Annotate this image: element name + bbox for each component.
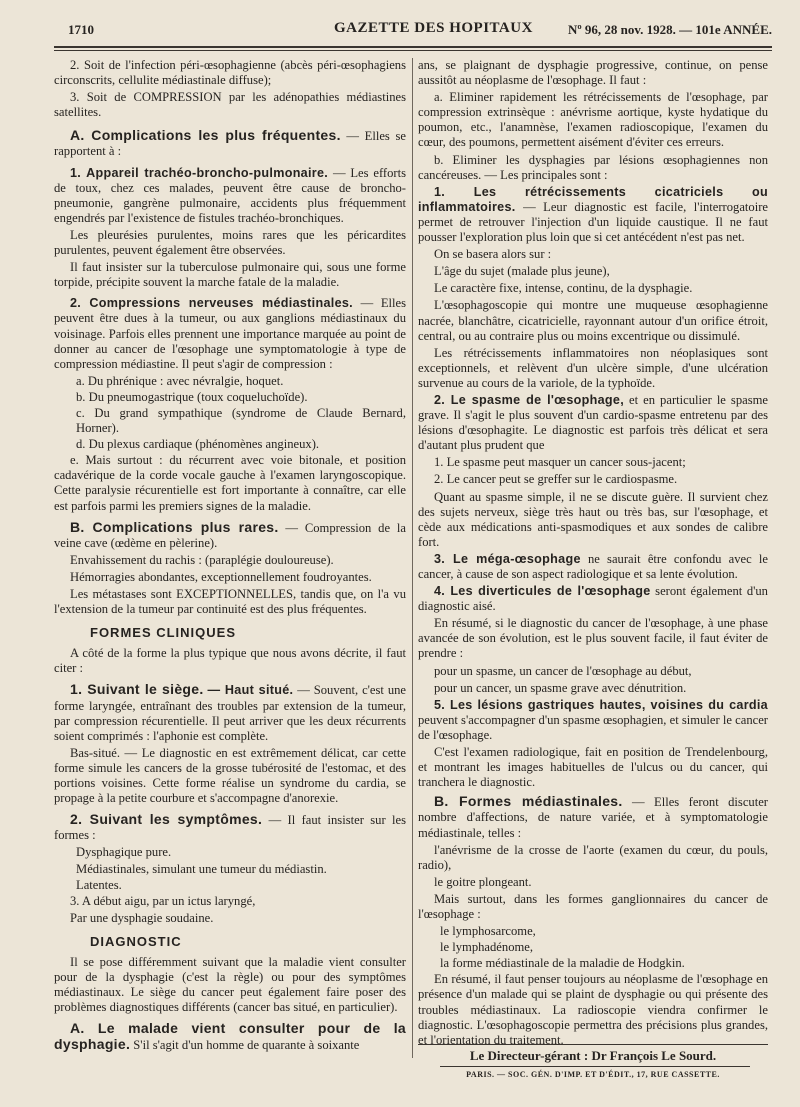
item-text: et en particulier le spasme grave. Il s'agit le plus souvent d'un cardio-spasme entretenu par des lésions d'œsophagite. Le diagnostic est parfois très délicat et sera d'autant plus prudent que [418,392,768,453]
paragraph: Mais surtout, dans les formes ganglionnaires du cancer de l'œsophage : [418,891,768,921]
item [418,185,768,245]
paragraph: Quant au spasme simple, il ne se discute guère. Il survient chez des sujets nerveux, siège très haut ou très bas, sur l'œsophage, et cède aux médications anti-spasmodiques et aux sondes de calibre fort. [418,489,768,549]
item-title: 5. Les lésions gastriques hautes, voisines du cardia [434,697,768,712]
item-title: 1. Suivant le siège. [70,681,204,698]
item-1 [54,166,406,226]
journal-title: GAZETTE DES HOPITAUX [334,20,533,36]
section-text: S'il s'agit d'un homme de quarante à soixante [133,1038,360,1053]
list-item: Latentes. [76,877,122,892]
item-title: 4. Les diverticules de l'œsophage [434,584,651,599]
director-line: Le Directeur-gérant : Dr François Le Sourd. [469,1048,717,1063]
item-text: — Souvent, c'est une forme laryngée, entraînant des troubles par extension de la tumeur, par compression récurentielle. Il peut arriver que les deux récurrents soient comprimés : l'aphonie est complète. [54,683,407,743]
paragraph: Bas-situé. — Le diagnostic en est extrêmement délicat, car cette forme simule les cancers de la grosse tubérosité de l'estomac, et des portions voisines. Cette forme réalise un syndrome du cardia, se propage à la petite courbure et s'accompagne d'anorexie. [54,745,406,806]
printer-line: PARIS. — SOC. GÉN. D'IMP. ET D'ÉDIT., 17, RUE CASSETTE. [466,1070,720,1079]
paragraph: Les pleurésies purulentes, moins rares que les péricardites purulentes, peuvent également être observées. [54,227,406,258]
list-item: le lymphadénome, [440,940,534,955]
item-title: 1. Les rétrécissements cicatriciels ou inflammatoires. [418,184,768,214]
header-rule [54,46,772,48]
section-b [54,520,406,551]
paragraph: Les rétrécissements inflammatoires non néoplasiques sont exceptionnels, et relèvent d'un ulcère simple, d'une ulcération survenue au cours de la variole, de la typhoïde. [418,345,768,390]
item-text: — Les efforts de toux, chez ces malades, peuvent être cause de broncho-pneumonie, gangrène pulmonaire, accidents plus fréquemment engendrés par l'existence de fistules trachéo-bronchiques. [54,165,407,225]
list-item: b. Du pneumogastrique (toux coqueluchoïde). [76,389,308,404]
item-text: ne saurait être confondu avec le cancer, à cause de son aspect radiologique et sa lente évolution. [418,551,768,581]
diagnostic-heading: DIAGNOSTIC [90,933,182,949]
paragraph: Il faut insister sur la tuberculose pulmonaire qui, sous une forme torpide, précipite souvent la marche fatale de la maladie. [54,260,406,290]
item-text: — Elles peuvent être dues à la tumeur, ou aux ganglions médiastinaux du voisinage. Parfois elles prennent une importance marquée au point de donner au cancer de l'œsophage une symptomatologie à type de compression médiastine. Il peut s'agir de compression : [54,296,406,371]
item-text: — Il faut insister sur les formes : [54,813,406,843]
item-text: peuvent s'accompagner d'un spasme œsophagien, et simuler le cancer de l'œsophage. [418,712,768,742]
item-title: 1. Appareil trachéo-broncho-pulmonaire. [70,165,329,180]
paragraph: Par une dysphagie soudaine. [70,910,214,925]
paragraph: 1. Le spasme peut masquer un cancer sous-jacent; [434,455,686,470]
item [418,393,768,453]
list-item: la forme médiastinale de la maladie de Hodgkin. [440,956,685,971]
item-title: 3. Le méga-œsophage [434,551,581,566]
section-title: A. Le malade vient consulter pour de la dysphagie. [54,1020,406,1053]
paragraph: 3. A début aigu, par un ictus laryngé, [70,893,256,908]
list-item: d. Du plexus cardiaque (phénomènes angineux). [76,437,320,452]
paragraph: En résumé, il faut penser toujours au néoplasme de l'œsophage en présence d'un malade qui se plaint de dysphagie ou qui présente des troubles médiastinaux. La radioscopie viendra confirmer le diagnostic. L'œsophagoscopie permettra des précisions plus grandes, et l'orientation du traitement. [418,972,768,1047]
item-title: 2. Compressions nerveuses médiastinales. [70,296,353,311]
paragraph: e. Mais surtout : du récurrent avec voie bitonale, et position cadavérique de la corde vocale gauche à l'examen laryngoscopique. Cette paralysie récurentielle est fort importante à connaître, car elle est parfois parmi les premiers signes de la maladie. [54,453,406,513]
section-text: — Compression de la veine cave (œdème en pèlerine). [54,520,407,550]
paragraph: Envahissement du rachis : (paraplégie douloureuse). [70,552,334,567]
paragraph: ans, se plaignant de dysphagie progressive, continue, on pense aussitôt au néoplasme de l'œsophage. Il faut : [418,58,768,88]
paragraph: pour un spasme, un cancer de l'œsophage au début, [434,663,692,678]
paragraph: a. Eliminer rapidement les rétrécissements de l'œsophage, par compression extrinsèque : anévrisme aortique, kyste hydatique du poumon, etc., l'anamnèse, l'examen radioscopique, l'examen du cœur, des poumons, permettent aisément d'éviter ces erreurs. [418,90,768,150]
paragraph: 2. Soit de l'infection péri-œsophagienne (abcès péri-œsophagiens circonscrits, cellulite médiastinale diffuse); [54,58,406,88]
issue-info: Nº 96, 28 nov. 1928. — 101e ANNÉE. [567,22,772,37]
paragraph: b. Eliminer les dysphagies par lésions œsophagiennes non cancéreuses. — Les principales sont : [418,152,768,182]
section-title: B. Complications plus rares. [70,518,279,535]
paragraph: pour un cancer, un spasme grave avec dénutrition. [434,680,687,695]
section-text: — Elles se rapportent à : [54,129,406,159]
item [418,552,768,582]
paragraph: Il se pose différemment suivant que la maladie vient consulter pour de la dysphagie (c'est la règle) ou pour des symptômes médiastinaux. Le siège du cancer peut également faire poser des problèmes diagnostiques différents (cancer bas situé, en particulier). [54,954,406,1015]
list-item: Dysphagique pure. [76,845,172,860]
item [418,698,768,743]
formes-cliniques-heading: FORMES CLINIQUES [90,625,237,641]
left-column [54,58,406,1056]
item-text: seront également d'un diagnostic aisé. [418,584,768,614]
list-item: a. Du phrénique : avec névralgie, hoquet. [76,373,284,388]
diag-a [54,1021,406,1053]
item-text: — Leur diagnostic est facile, l'interrogatoire permet de retrouver l'injection d'un liquide caustique. Il ne faut pousser l'exploration plus loin que si cet antécédent n'est pas net. [418,199,768,245]
page-header [54,18,772,44]
item [418,794,768,840]
paragraph: l'anévrisme de la crosse de l'aorte (examen du cœur, du pouls, radio), [418,842,768,872]
list-item: c. Du grand sympathique (syndrome de Claude Bernard, Horner). [76,405,406,436]
paragraph: Le caractère fixe, intense, continu, de la dysphagie. [434,281,693,296]
paragraph: Les métastases sont EXCEPTIONNELLES, tandis que, on l'a vu l'extension de la tumeur par continuité est des plus fréquentes. [54,587,406,617]
paragraph: 3. Soit de COMPRESSION par les adénopathies médiastines satellites. [54,90,406,120]
header-rule-thin [54,50,772,51]
item-title: 2. Le spasme de l'œsophage, [434,392,625,407]
section-title: B. Formes médiastinales. [434,793,623,810]
footer-rule-thin [440,1066,750,1067]
paragraph: Hémorragies abondantes, exceptionnellement foudroyantes. [70,569,372,584]
section-title: A. Complications les plus fréquentes. [70,127,341,144]
item-2 [54,296,406,371]
paragraph: L'œsophagoscopie qui montre une muqueuse œsophagienne nacrée, blanchâtre, cicatricielle, rayonnant autour d'un orifice étroit, central, ou au contraire plus ou moins excentrique ou dissimulé. [418,298,768,343]
paragraph: C'est l'examen radiologique, fait en position de Trendelenbourg, et montrant les images habituelles de l'ulcus ou du cancer, qui tranchera le diagnostic. [418,745,768,790]
right-column [418,58,768,1050]
forme-2 [54,812,406,843]
paragraph: le goitre plongeant. [434,874,532,889]
paragraph: 2. Le cancer peut se greffer sur le cardiospasme. [434,472,678,487]
paragraph: En résumé, si le diagnostic du cancer de l'œsophage, à une phase avancée de son évolution, est le plus souvent facile, il faut éviter de prendre : [418,616,768,661]
item-title: 2. Suivant les symptômes. [70,811,263,828]
footer-rule [418,1044,768,1045]
item-text: — Elles feront discuter nombre d'affections, de nature variée, et à symptomatologie médiastinale, telles : [418,795,768,840]
list-item: le lymphosarcome, [440,924,536,939]
column-divider [412,58,413,1058]
paragraph: On se basera alors sur : [434,247,552,262]
forme-1 [54,682,406,743]
item [418,584,768,614]
page-number: 1710 [68,22,94,37]
paragraph: A côté de la forme la plus typique que nous avons décrite, il faut citer : [54,646,406,676]
paragraph: L'âge du sujet (malade plus jeune), [434,264,610,279]
section-a [54,128,406,159]
list-item: Médiastinales, simulant une tumeur du médiastin. [76,861,327,876]
item-subtitle: — Haut situé. [207,683,294,698]
